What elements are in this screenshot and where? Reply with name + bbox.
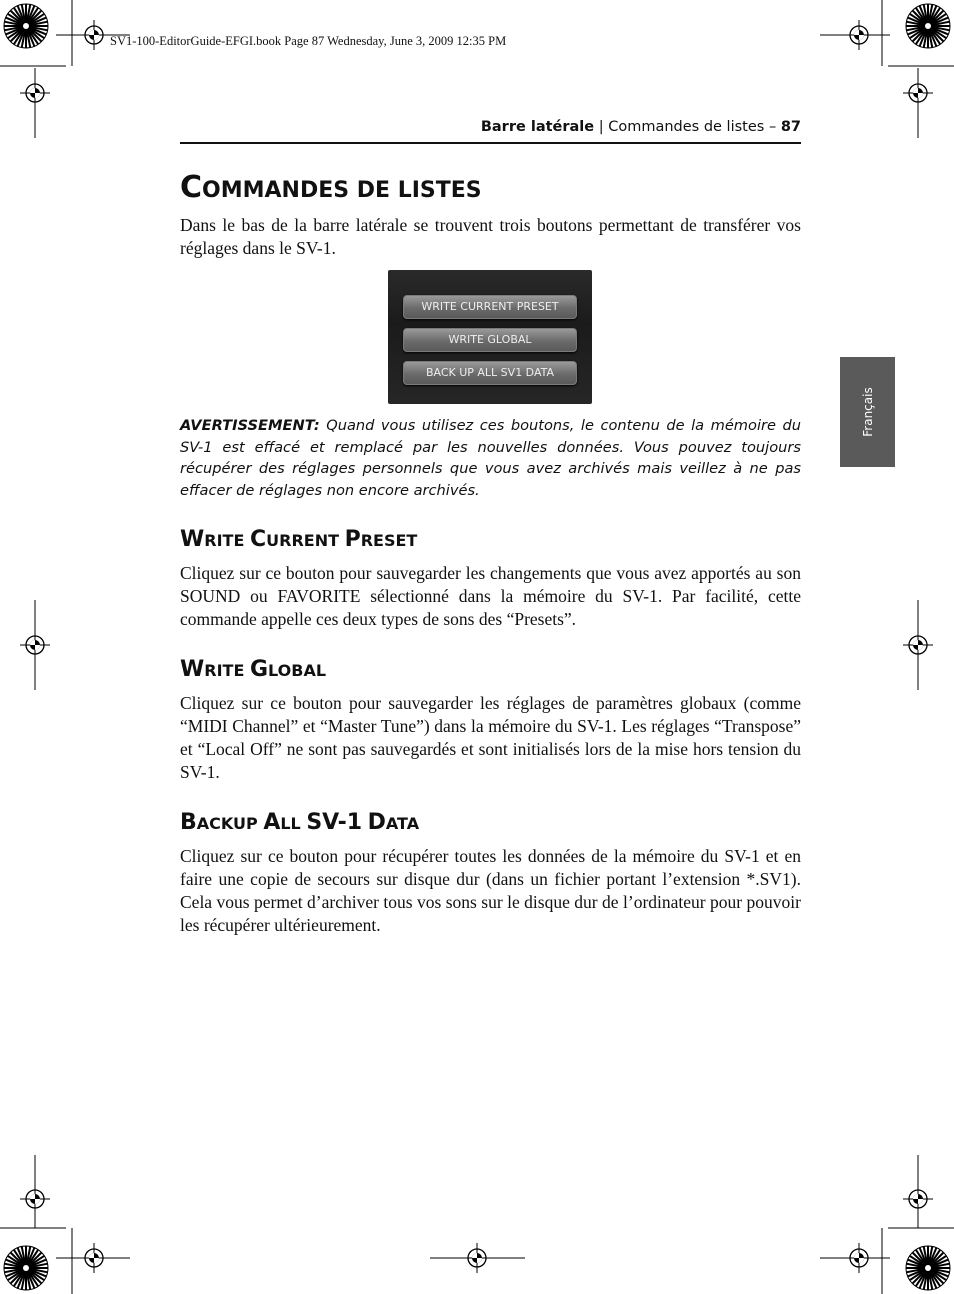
page-title: COMMANDES DE LISTES xyxy=(180,170,482,205)
intro-paragraph: Dans le bas de la barre latérale se trouvent trois boutons permettant de transférer vos réglages dans le SV-1. xyxy=(180,215,801,258)
header-subsection: Commandes de listes xyxy=(608,119,765,135)
header-rule xyxy=(180,142,801,144)
warning-text: Quand vous utilisez ces boutons, le contenu de la mémoire du SV-1 est effacé et remplacé par les nouvelles données. Vous pouvez toujours récupérer des réglages personnels que vous avez archivés mais veillez à ne pas effacer de réglages non encore archivés. xyxy=(180,417,801,499)
back-up-all-data-button: BACK UP ALL SV1 DATA xyxy=(403,361,577,385)
header-dash: – xyxy=(764,119,781,135)
language-tab-label: Français xyxy=(860,387,875,437)
page-number: 87 xyxy=(780,119,801,135)
write-global-paragraph: Cliquez sur ce bouton pour sauvegarder les réglages de paramètres globaux (comme “MIDI Channel” et “Master Tune”) dans la mémoire du SV-1. Les réglages “Transpose” et “Local Off” ne sont pas sauvegardés et sont initialisés lors de la mise hors tension du SV-1. xyxy=(180,693,801,782)
backup-all-data-paragraph: Cliquez sur ce bouton pour récupérer toutes les données de la mémoire du SV-1 et en faire une copie de secours sur disque dur (dans un fichier portant l’extension *.SV1). Cela vous permet d’archiver tous vos sons sur le disque dur de l’ordinateur pour pouvoir les récupérer ultérieurement. xyxy=(180,846,801,935)
header-separator: | xyxy=(594,119,609,135)
sidebar-buttons-screenshot xyxy=(388,270,592,404)
heading-write-global: WRITE GLOBAL xyxy=(180,657,327,682)
warning-label: AVERTISSEMENT: xyxy=(180,417,320,434)
language-tab xyxy=(840,357,895,467)
warning-paragraph xyxy=(180,415,801,501)
running-header xyxy=(180,119,801,135)
print-info: SV1-100-EditorGuide-EFGI.book Page 87 Wednesday, June 3, 2009 12:35 PM xyxy=(110,34,507,48)
header-section: Barre latérale xyxy=(480,119,595,135)
write-current-preset-paragraph: Cliquez sur ce bouton pour sauvegarder les changements que vous avez apportés au son SOUND ou FAVORITE sélectionné dans la mémoire du SV-1. Par facilité, cette commande appelle ces deux types de sons des “Presets”. xyxy=(180,563,801,629)
write-current-preset-button: WRITE CURRENT PRESET xyxy=(403,295,577,319)
write-global-button: WRITE GLOBAL xyxy=(403,328,577,352)
heading-backup-all-data: BACKUP ALL SV-1 DATA xyxy=(180,810,420,835)
heading-write-current-preset: WRITE CURRENT PRESET xyxy=(180,527,418,552)
